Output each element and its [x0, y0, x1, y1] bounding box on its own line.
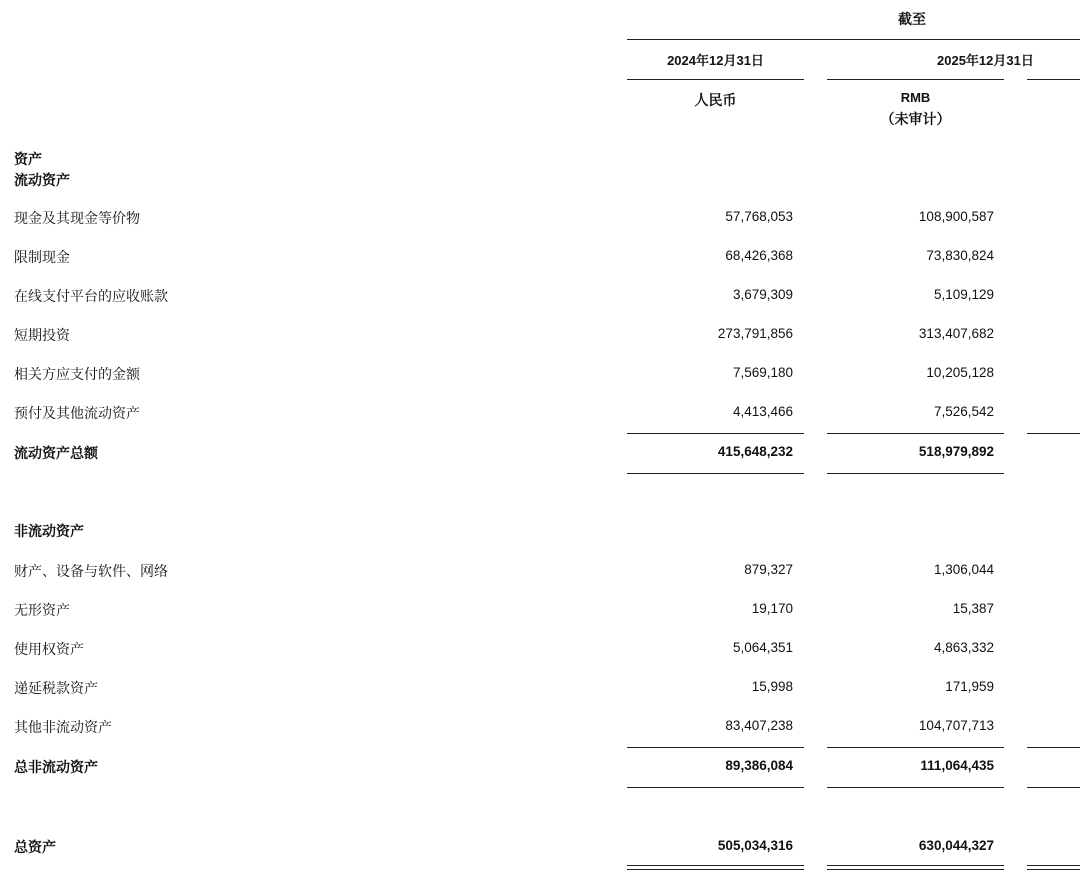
row-label: 其他非流动资产 [14, 719, 112, 735]
col-2024-date: 2024年12月31日 [667, 53, 764, 68]
double-total-rule [1027, 865, 1080, 870]
row-value-2024: 57,768,053 [725, 209, 793, 224]
section-non-current-assets: 非流动资产 [14, 523, 84, 539]
row-value-2025: 171,959 [945, 679, 994, 694]
row-label: 短期投资 [14, 327, 70, 343]
row-label: 现金及其现金等价物 [14, 210, 140, 226]
subtotal-rule [1027, 433, 1080, 434]
row-label: 相关方应支付的金额 [14, 366, 140, 382]
row-label: 无形资产 [14, 602, 70, 618]
row-value-2025: 104,707,713 [918, 718, 994, 733]
subtotal-rule [827, 747, 1004, 748]
row-value-2025: 108,900,587 [918, 209, 994, 224]
header-rule [627, 39, 1080, 40]
row-value-2025: 630,044,327 [918, 838, 994, 853]
total-rule [627, 787, 804, 788]
total-rule [827, 787, 1004, 788]
row-value-2025: 4,863,332 [933, 640, 994, 655]
col-3-date-rule [1027, 79, 1080, 80]
as-of-header: 截至 [898, 11, 926, 27]
row-value-2024: 505,034,316 [717, 838, 793, 853]
col-2024-currency: 人民币 [694, 92, 737, 108]
double-total-rule [827, 865, 1004, 870]
row-value-2024: 415,648,232 [717, 444, 793, 459]
row-value-2024: 3,679,309 [732, 287, 793, 302]
total-rule [627, 473, 804, 474]
row-value-2025: 7,526,542 [933, 404, 994, 419]
total-rule [827, 473, 1004, 474]
col-2025-currency: RMB [900, 90, 931, 105]
row-value-2024: 89,386,084 [725, 758, 793, 773]
row-value-2024: 879,327 [744, 562, 793, 577]
row-value-2025: 10,205,128 [926, 365, 994, 380]
subtotal-rule [1027, 747, 1080, 748]
row-value-2025: 518,979,892 [918, 444, 994, 459]
row-value-2025: 73,830,824 [926, 248, 994, 263]
row-value-2024: 7,569,180 [732, 365, 793, 380]
subtotal-rule [827, 433, 1004, 434]
row-label: 财产、设备与软件、网络 [14, 563, 168, 579]
row-value-2024: 19,170 [751, 601, 793, 616]
col-2025-date-rule [827, 79, 1004, 80]
row-value-2024: 15,998 [751, 679, 793, 694]
row-value-2025: 1,306,044 [933, 562, 994, 577]
row-value-2025: 313,407,682 [918, 326, 994, 341]
row-value-2024: 4,413,466 [732, 404, 793, 419]
row-label: 总资产 [14, 839, 56, 855]
row-label: 递延税款资产 [14, 680, 98, 696]
row-label: 使用权资产 [14, 641, 84, 657]
subtotal-rule [627, 747, 804, 748]
subtotal-rule [627, 433, 804, 434]
row-label: 限制现金 [14, 249, 70, 265]
row-label: 总非流动资产 [14, 759, 98, 775]
row-label: 流动资产总额 [14, 445, 98, 461]
row-value-2024: 273,791,856 [717, 326, 793, 341]
row-value-2024: 83,407,238 [725, 718, 793, 733]
col-2025-date: 2025年12月31日 [937, 53, 1034, 68]
col-2025-unaudited-note: （未审计） [880, 111, 951, 127]
section-assets: 资产 [14, 151, 42, 167]
col-2024-date-rule [627, 79, 804, 80]
row-label: 预付及其他流动资产 [14, 405, 140, 421]
section-current-assets: 流动资产 [14, 172, 70, 188]
total-rule [1027, 787, 1080, 788]
row-value-2024: 5,064,351 [732, 640, 793, 655]
row-label: 在线支付平台的应收账款 [14, 288, 168, 304]
row-value-2025: 111,064,435 [920, 758, 994, 773]
row-value-2025: 15,387 [952, 601, 994, 616]
row-value-2025: 5,109,129 [933, 287, 994, 302]
double-total-rule [627, 865, 804, 870]
row-value-2024: 68,426,368 [725, 248, 793, 263]
